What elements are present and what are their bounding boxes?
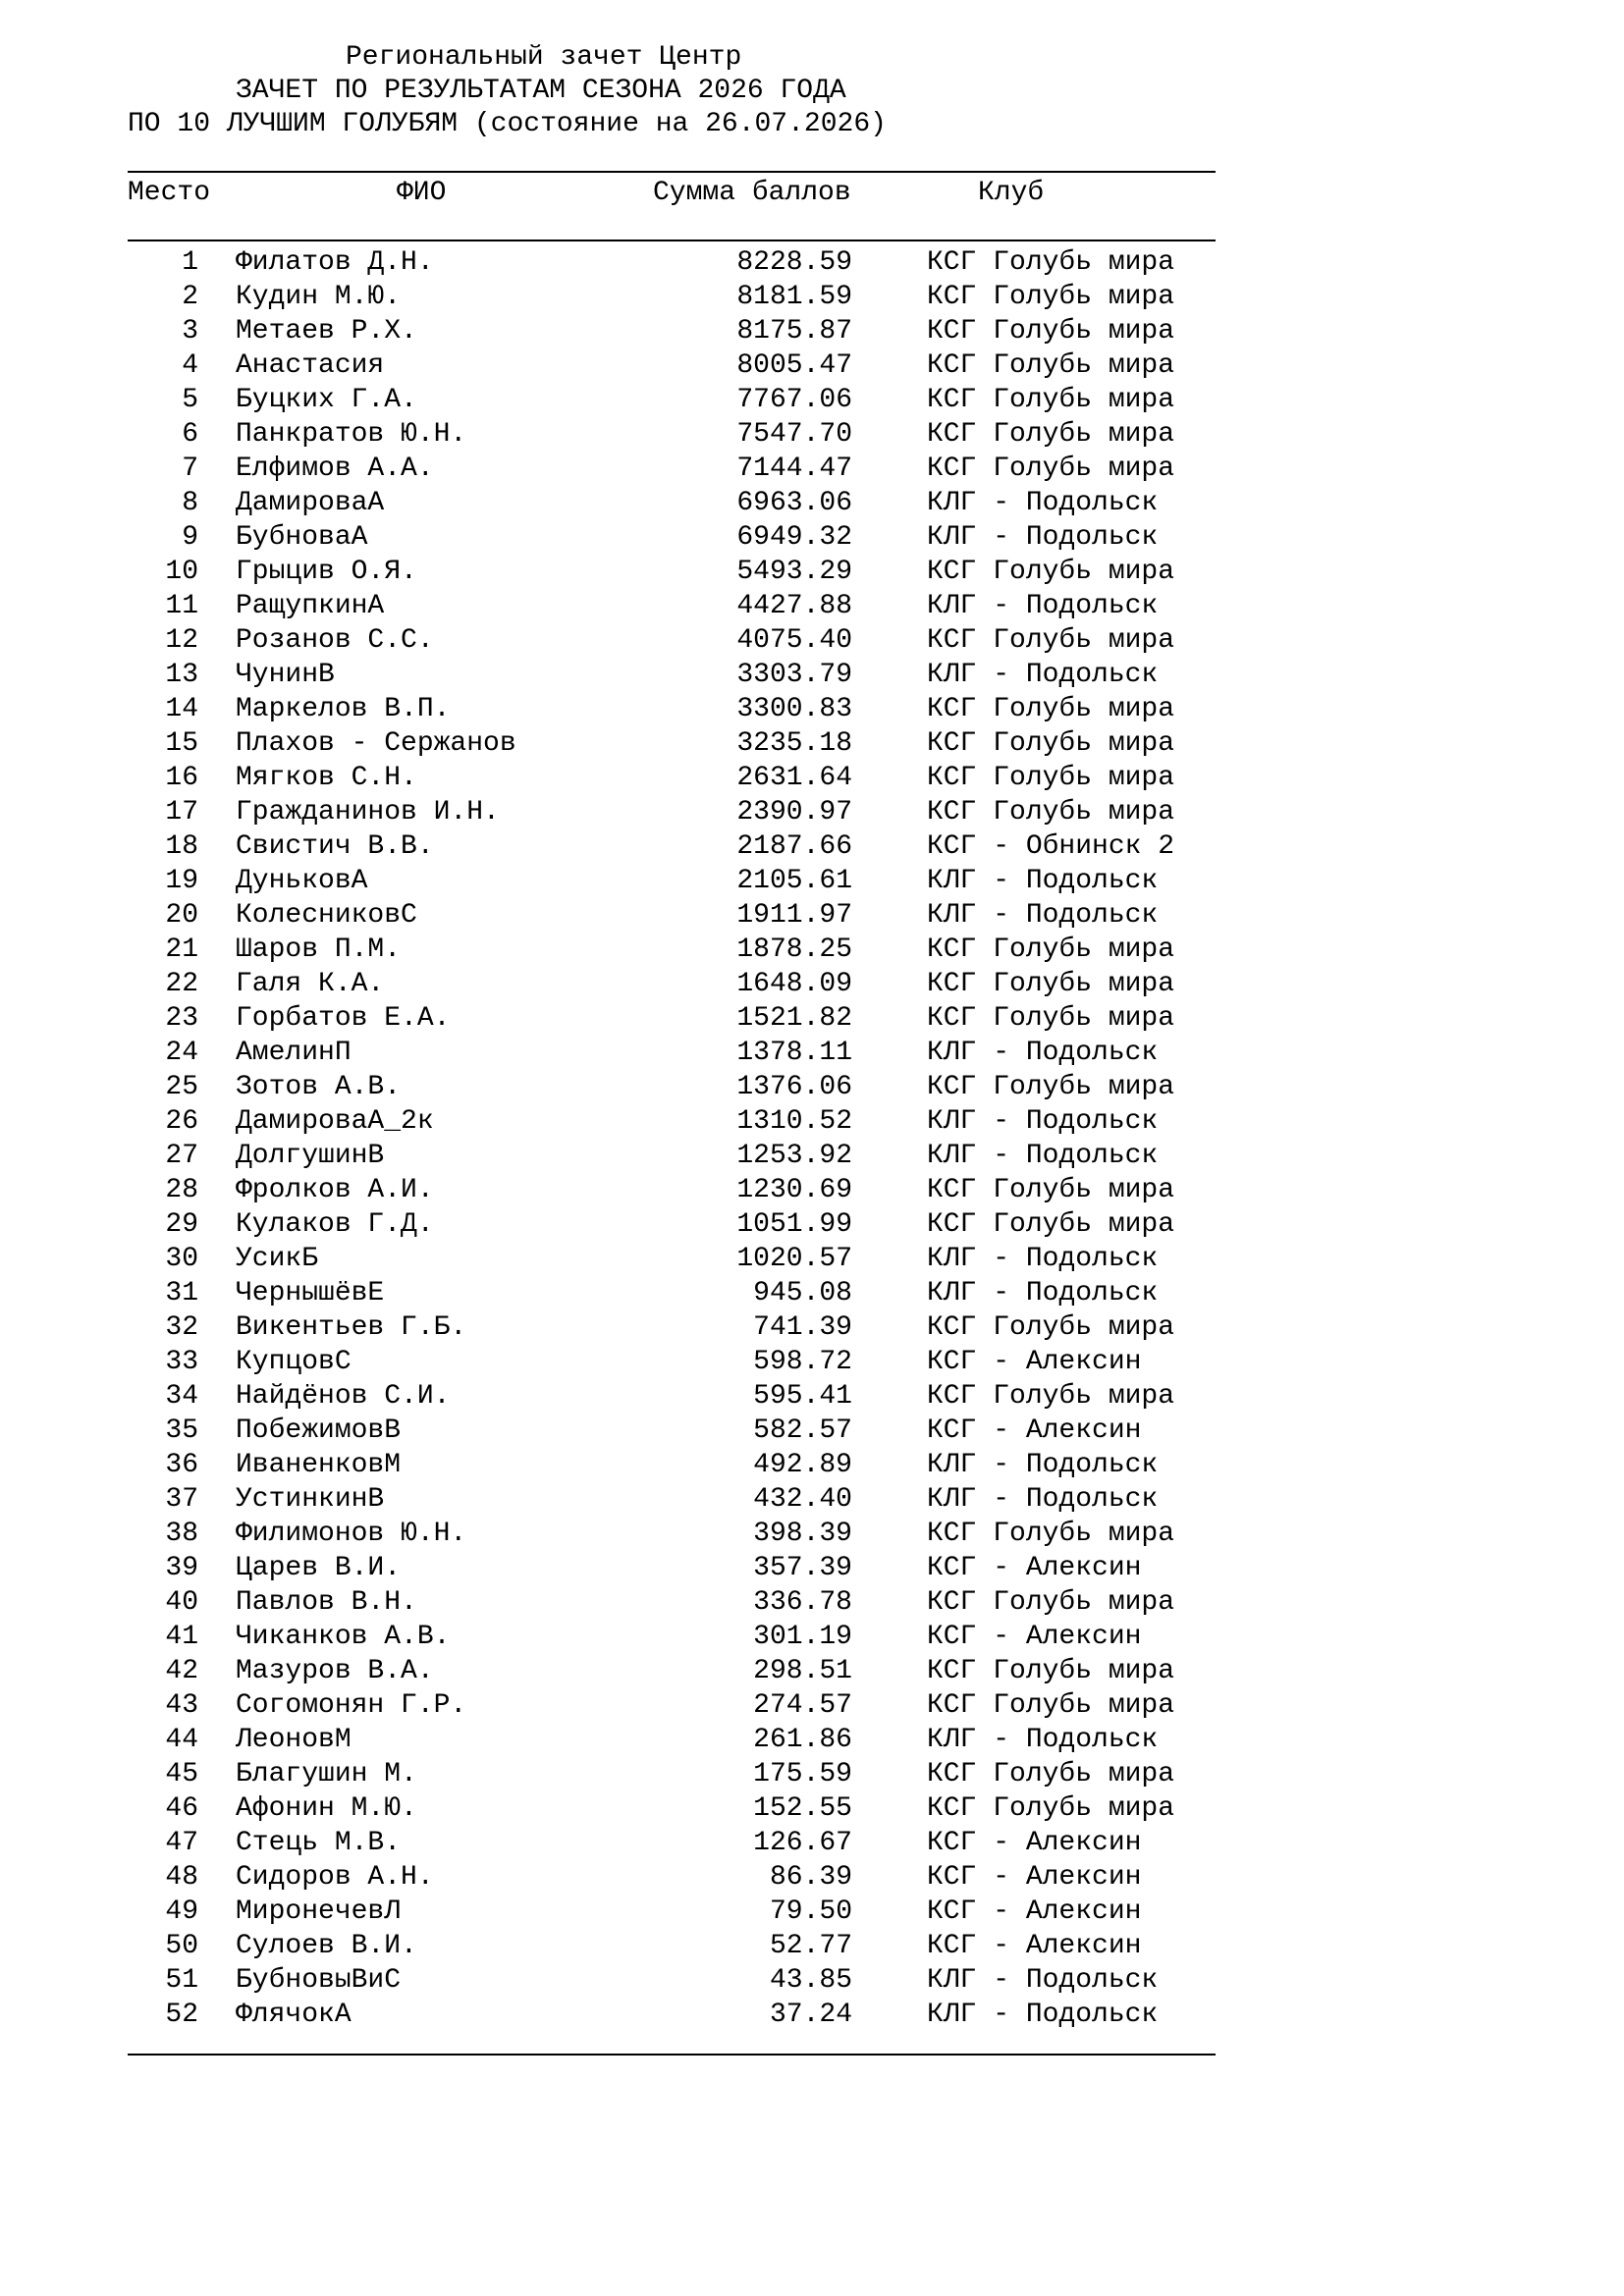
- row-place: 5: [182, 385, 198, 415]
- row-club: КСГ Голубь мира: [927, 385, 1175, 415]
- table-row: [0, 521, 1624, 556]
- row-score: 8228.59: [736, 247, 852, 278]
- row-name: Гражданинов И.Н.: [236, 797, 500, 828]
- row-place: 33: [165, 1347, 198, 1377]
- row-place: 18: [165, 831, 198, 862]
- row-name: Метаев Р.Х.: [236, 316, 417, 347]
- row-place: 14: [165, 694, 198, 724]
- row-name: Розанов С.С.: [236, 625, 434, 656]
- row-name: ДуньковА: [236, 866, 368, 896]
- table-row: [0, 1140, 1624, 1174]
- row-name: ЧернышёвЕ: [236, 1278, 385, 1308]
- row-club: КСГ Голубь мира: [927, 728, 1175, 759]
- row-place: 21: [165, 934, 198, 965]
- row-place: 17: [165, 797, 198, 828]
- row-place: 15: [165, 728, 198, 759]
- row-name: Царев В.И.: [236, 1553, 402, 1583]
- row-name: Сулоев В.И.: [236, 1931, 417, 1961]
- row-name: ФлячокА: [236, 2000, 352, 2030]
- row-place: 7: [182, 454, 198, 484]
- table-row: [0, 1964, 1624, 1999]
- table-row: [0, 1861, 1624, 1896]
- row-name: Павлов В.Н.: [236, 1587, 417, 1618]
- row-club: КСГ Голубь мира: [927, 1175, 1175, 1205]
- row-place: 41: [165, 1622, 198, 1652]
- row-score: 37.24: [769, 2000, 852, 2030]
- row-name: БубновыВиС: [236, 1965, 402, 1996]
- row-name: Найдёнов С.И.: [236, 1381, 451, 1412]
- row-score: 8181.59: [736, 282, 852, 312]
- row-place: 35: [165, 1415, 198, 1446]
- row-score: 7547.70: [736, 419, 852, 450]
- table-row: [0, 1071, 1624, 1105]
- row-score: 595.41: [753, 1381, 852, 1412]
- row-score: 1521.82: [736, 1003, 852, 1034]
- row-club: КСГ Голубь мира: [927, 969, 1175, 999]
- table-row: [0, 1930, 1624, 1964]
- row-name: РащупкинА: [236, 591, 385, 621]
- row-club: КСГ - Алексин: [927, 1622, 1142, 1652]
- row-place: 47: [165, 1828, 198, 1858]
- row-score: 582.57: [753, 1415, 852, 1446]
- table-row: [0, 1208, 1624, 1243]
- row-score: 86.39: [769, 1862, 852, 1893]
- row-name: Свистич В.В.: [236, 831, 434, 862]
- row-place: 16: [165, 763, 198, 793]
- row-score: 152.55: [753, 1793, 852, 1824]
- row-club: КЛГ - Подольск: [927, 1725, 1159, 1755]
- table-row: [0, 830, 1624, 865]
- row-score: 357.39: [753, 1553, 852, 1583]
- row-score: 1230.69: [736, 1175, 852, 1205]
- row-club: КСГ Голубь мира: [927, 1519, 1175, 1549]
- table-row: [0, 865, 1624, 899]
- row-club: КЛГ - Подольск: [927, 1244, 1159, 1274]
- row-club: КСГ Голубь мира: [927, 454, 1175, 484]
- table-row: [0, 1586, 1624, 1621]
- row-name: КупцовС: [236, 1347, 352, 1377]
- table-row: [0, 899, 1624, 934]
- table-row: [0, 624, 1624, 659]
- row-club: КСГ Голубь мира: [927, 1793, 1175, 1824]
- table-row: [0, 1243, 1624, 1277]
- row-place: 6: [182, 419, 198, 450]
- table-row: [0, 1758, 1624, 1792]
- row-score: 945.08: [753, 1278, 852, 1308]
- row-club: КСГ - Алексин: [927, 1553, 1142, 1583]
- row-place: 23: [165, 1003, 198, 1034]
- row-place: 4: [182, 350, 198, 381]
- row-club: КСГ Голубь мира: [927, 247, 1175, 278]
- row-place: 29: [165, 1209, 198, 1240]
- table-row: [0, 968, 1624, 1002]
- row-name: Филатов Д.Н.: [236, 247, 434, 278]
- row-place: 37: [165, 1484, 198, 1515]
- row-name: Афонин М.Ю.: [236, 1793, 417, 1824]
- row-score: 261.86: [753, 1725, 852, 1755]
- row-name: ДолгушинВ: [236, 1141, 385, 1171]
- row-score: 336.78: [753, 1587, 852, 1618]
- row-place: 49: [165, 1896, 198, 1927]
- row-place: 11: [165, 591, 198, 621]
- row-place: 8: [182, 488, 198, 518]
- row-name: Елфимов А.А.: [236, 454, 434, 484]
- row-name: ДамироваА_2к: [236, 1106, 434, 1137]
- row-place: 25: [165, 1072, 198, 1102]
- row-name: МиронечевЛ: [236, 1896, 402, 1927]
- row-score: 274.57: [753, 1690, 852, 1721]
- row-place: 46: [165, 1793, 198, 1824]
- table-row: [0, 453, 1624, 487]
- row-score: 3303.79: [736, 660, 852, 690]
- row-place: 10: [165, 557, 198, 587]
- table-row: [0, 1827, 1624, 1861]
- table-row: [0, 315, 1624, 349]
- row-club: КСГ Голубь мира: [927, 1209, 1175, 1240]
- row-score: 4427.88: [736, 591, 852, 621]
- row-name: Горбатов Е.А.: [236, 1003, 451, 1034]
- row-club: КСГ - Алексин: [927, 1415, 1142, 1446]
- row-name: Буцких Г.А.: [236, 385, 417, 415]
- row-place: 34: [165, 1381, 198, 1412]
- table-row: [0, 246, 1624, 281]
- row-club: КСГ Голубь мира: [927, 1690, 1175, 1721]
- row-name: УстинкинВ: [236, 1484, 385, 1515]
- row-name: Мазуров В.А.: [236, 1656, 434, 1686]
- row-club: КСГ Голубь мира: [927, 419, 1175, 450]
- table-row: [0, 1999, 1624, 2033]
- row-place: 27: [165, 1141, 198, 1171]
- row-club: КСГ Голубь мира: [927, 1312, 1175, 1343]
- table-row: [0, 1689, 1624, 1724]
- row-club: КСГ Голубь мира: [927, 625, 1175, 656]
- row-score: 1648.09: [736, 969, 852, 999]
- row-score: 6963.06: [736, 488, 852, 518]
- row-score: 2390.97: [736, 797, 852, 828]
- row-name: Кудин М.Ю.: [236, 282, 402, 312]
- row-score: 79.50: [769, 1896, 852, 1927]
- row-score: 432.40: [753, 1484, 852, 1515]
- row-name: Шаров П.М.: [236, 934, 402, 965]
- row-place: 22: [165, 969, 198, 999]
- row-place: 13: [165, 660, 198, 690]
- table-row: [0, 796, 1624, 830]
- row-place: 48: [165, 1862, 198, 1893]
- row-name: Анастасия: [236, 350, 385, 381]
- row-score: 8005.47: [736, 350, 852, 381]
- row-club: КЛГ - Подольск: [927, 1450, 1159, 1480]
- row-score: 398.39: [753, 1519, 852, 1549]
- row-place: 51: [165, 1965, 198, 1996]
- row-name: УсикБ: [236, 1244, 319, 1274]
- row-score: 2105.61: [736, 866, 852, 896]
- table-row: [0, 1518, 1624, 1552]
- table-row: [0, 1449, 1624, 1483]
- row-club: КСГ - Алексин: [927, 1347, 1142, 1377]
- row-score: 2631.64: [736, 763, 852, 793]
- row-place: 43: [165, 1690, 198, 1721]
- table-row: [0, 1724, 1624, 1758]
- row-score: 7144.47: [736, 454, 852, 484]
- row-place: 12: [165, 625, 198, 656]
- row-score: 5493.29: [736, 557, 852, 587]
- table-row: [0, 556, 1624, 590]
- table-row: [0, 1277, 1624, 1311]
- row-name: Фролков А.И.: [236, 1175, 434, 1205]
- table-row: [0, 1415, 1624, 1449]
- row-name: Чиканков А.В.: [236, 1622, 451, 1652]
- row-club: КСГ - Алексин: [927, 1862, 1142, 1893]
- row-place: 1: [182, 247, 198, 278]
- row-club: КСГ Голубь мира: [927, 1072, 1175, 1102]
- row-name: Маркелов В.П.: [236, 694, 451, 724]
- row-place: 36: [165, 1450, 198, 1480]
- row-score: 492.89: [753, 1450, 852, 1480]
- row-name: Кулаков Г.Д.: [236, 1209, 434, 1240]
- column-header-score: Сумма баллов: [653, 178, 851, 208]
- row-score: 4075.40: [736, 625, 852, 656]
- document-heading-criteria: ПО 10 ЛУЧШИМ ГОЛУБЯМ (состояние на 26.07.2026): [128, 109, 887, 139]
- table-row: [0, 762, 1624, 796]
- row-club: КСГ - Алексин: [927, 1828, 1142, 1858]
- column-header-name: ФИО: [397, 178, 447, 208]
- table-row: [0, 727, 1624, 762]
- column-header-club: Клуб: [978, 178, 1045, 208]
- row-score: 43.85: [769, 1965, 852, 1996]
- table-row: [0, 1896, 1624, 1930]
- row-place: 30: [165, 1244, 198, 1274]
- row-club: КСГ Голубь мира: [927, 694, 1175, 724]
- row-name: КолесниковС: [236, 900, 417, 931]
- row-name: Стець М.В.: [236, 1828, 402, 1858]
- row-club: КСГ - Обнинск 2: [927, 831, 1175, 862]
- row-score: 1378.11: [736, 1038, 852, 1068]
- row-name: Викентьев Г.Б.: [236, 1312, 467, 1343]
- row-name: Благушин М.: [236, 1759, 417, 1789]
- row-score: 298.51: [753, 1656, 852, 1686]
- document-heading-season: ЗАЧЕТ ПО РЕЗУЛЬТАТАМ СЕЗОНА 2026 ГОДА: [236, 76, 846, 106]
- table-row: [0, 281, 1624, 315]
- table-row: [0, 1483, 1624, 1518]
- row-club: КЛГ - Подольск: [927, 660, 1159, 690]
- row-score: 6949.32: [736, 522, 852, 553]
- table-row: [0, 487, 1624, 521]
- row-place: 2: [182, 282, 198, 312]
- table-row: [0, 1002, 1624, 1037]
- row-club: КСГ Голубь мира: [927, 316, 1175, 347]
- row-club: КСГ Голубь мира: [927, 797, 1175, 828]
- row-name: Грыцив О.Я.: [236, 557, 417, 587]
- row-club: КЛГ - Подольск: [927, 522, 1159, 553]
- row-score: 52.77: [769, 1931, 852, 1961]
- table-row: [0, 1655, 1624, 1689]
- row-name: ЧунинВ: [236, 660, 335, 690]
- table-row: [0, 384, 1624, 418]
- row-score: 175.59: [753, 1759, 852, 1789]
- table-row: [0, 1792, 1624, 1827]
- row-name: Панкратов Ю.Н.: [236, 419, 467, 450]
- row-club: КЛГ - Подольск: [927, 1484, 1159, 1515]
- row-club: КЛГ - Подольск: [927, 1278, 1159, 1308]
- table-header-rule: [128, 240, 1216, 241]
- row-club: КСГ Голубь мира: [927, 557, 1175, 587]
- row-club: КСГ Голубь мира: [927, 934, 1175, 965]
- row-score: 1911.97: [736, 900, 852, 931]
- row-place: 28: [165, 1175, 198, 1205]
- row-name: Мягков С.Н.: [236, 763, 417, 793]
- row-place: 40: [165, 1587, 198, 1618]
- row-club: КСГ Голубь мира: [927, 350, 1175, 381]
- table-bottom-rule: [128, 2054, 1216, 2056]
- row-club: КЛГ - Подольск: [927, 2000, 1159, 2030]
- table-row: [0, 590, 1624, 624]
- row-name: АмелинП: [236, 1038, 352, 1068]
- row-score: 301.19: [753, 1622, 852, 1652]
- row-place: 31: [165, 1278, 198, 1308]
- row-club: КЛГ - Подольск: [927, 1106, 1159, 1137]
- row-score: 1051.99: [736, 1209, 852, 1240]
- row-club: КЛГ - Подольск: [927, 866, 1159, 896]
- row-name: ЛеоновМ: [236, 1725, 352, 1755]
- row-club: КЛГ - Подольск: [927, 488, 1159, 518]
- row-place: 32: [165, 1312, 198, 1343]
- row-club: КЛГ - Подольск: [927, 1038, 1159, 1068]
- table-top-rule: [128, 171, 1216, 173]
- row-club: КСГ Голубь мира: [927, 763, 1175, 793]
- row-club: КСГ Голубь мира: [927, 282, 1175, 312]
- row-score: 598.72: [753, 1347, 852, 1377]
- row-name: Плахов - Сержанов: [236, 728, 516, 759]
- row-score: 126.67: [753, 1828, 852, 1858]
- row-place: 42: [165, 1656, 198, 1686]
- row-club: КЛГ - Подольск: [927, 591, 1159, 621]
- row-place: 52: [165, 2000, 198, 2030]
- table-row: [0, 1380, 1624, 1415]
- row-name: Сидоров А.Н.: [236, 1862, 434, 1893]
- row-place: 50: [165, 1931, 198, 1961]
- row-name: Согомонян Г.Р.: [236, 1690, 467, 1721]
- row-score: 1020.57: [736, 1244, 852, 1274]
- row-club: КСГ Голубь мира: [927, 1759, 1175, 1789]
- table-row: [0, 1552, 1624, 1586]
- row-place: 39: [165, 1553, 198, 1583]
- row-place: 45: [165, 1759, 198, 1789]
- row-name: ПобежимовВ: [236, 1415, 402, 1446]
- document-heading-region: Региональный зачет Центр: [346, 42, 742, 73]
- row-name: Галя К.А.: [236, 969, 385, 999]
- column-header-place: Место: [128, 178, 211, 208]
- row-place: 24: [165, 1038, 198, 1068]
- row-score: 8175.87: [736, 316, 852, 347]
- table-row: [0, 418, 1624, 453]
- row-club: КСГ - Алексин: [927, 1931, 1142, 1961]
- row-name: Филимонов Ю.Н.: [236, 1519, 467, 1549]
- row-club: КСГ Голубь мира: [927, 1381, 1175, 1412]
- row-place: 44: [165, 1725, 198, 1755]
- table-row: [0, 1311, 1624, 1346]
- row-place: 20: [165, 900, 198, 931]
- row-club: КСГ Голубь мира: [927, 1587, 1175, 1618]
- row-name: ИваненковМ: [236, 1450, 402, 1480]
- row-score: 7767.06: [736, 385, 852, 415]
- row-name: ДамироваА: [236, 488, 385, 518]
- row-club: КЛГ - Подольск: [927, 900, 1159, 931]
- row-score: 741.39: [753, 1312, 852, 1343]
- row-club: КСГ Голубь мира: [927, 1003, 1175, 1034]
- row-place: 26: [165, 1106, 198, 1137]
- row-place: 19: [165, 866, 198, 896]
- row-place: 3: [182, 316, 198, 347]
- row-place: 38: [165, 1519, 198, 1549]
- row-name: БубноваА: [236, 522, 368, 553]
- row-club: КЛГ - Подольск: [927, 1141, 1159, 1171]
- table-row: [0, 1621, 1624, 1655]
- row-club: КЛГ - Подольск: [927, 1965, 1159, 1996]
- table-row: [0, 1346, 1624, 1380]
- row-club: КСГ - Алексин: [927, 1896, 1142, 1927]
- table-row: [0, 1037, 1624, 1071]
- row-score: 1878.25: [736, 934, 852, 965]
- row-score: 1310.52: [736, 1106, 852, 1137]
- table-row: [0, 693, 1624, 727]
- row-score: 3300.83: [736, 694, 852, 724]
- table-row: [0, 1174, 1624, 1208]
- row-score: 3235.18: [736, 728, 852, 759]
- row-club: КСГ Голубь мира: [927, 1656, 1175, 1686]
- table-row: [0, 934, 1624, 968]
- table-row: [0, 659, 1624, 693]
- table-row: [0, 1105, 1624, 1140]
- row-score: 1253.92: [736, 1141, 852, 1171]
- row-name: Зотов А.В.: [236, 1072, 402, 1102]
- table-row: [0, 349, 1624, 384]
- row-place: 9: [182, 522, 198, 553]
- row-score: 1376.06: [736, 1072, 852, 1102]
- row-score: 2187.66: [736, 831, 852, 862]
